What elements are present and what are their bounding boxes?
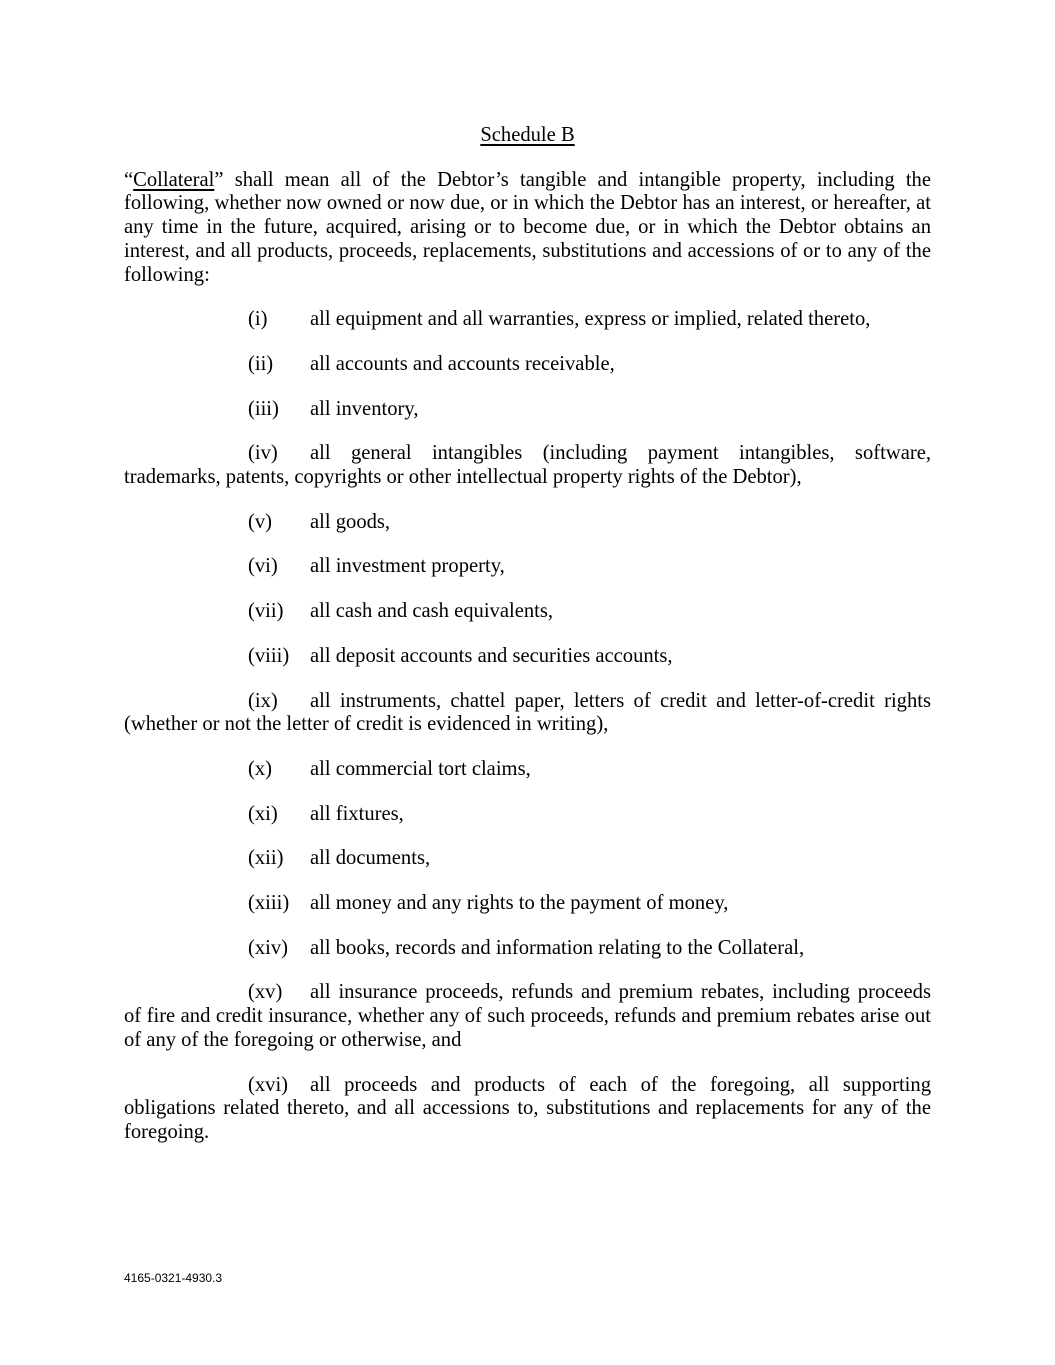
item-text: all deposit accounts and securities accounts,: [310, 644, 673, 667]
item-number: (ix): [248, 689, 278, 712]
item-number: (xiv): [248, 936, 289, 959]
item-number: (xiii): [248, 892, 290, 915]
list-item: [124, 398, 931, 422]
item-number: (xv): [248, 981, 283, 1004]
defined-term: Collateral: [133, 168, 215, 191]
item-text: all fixtures,: [310, 802, 404, 825]
list-item: [124, 981, 931, 1052]
list-item: [124, 1074, 931, 1145]
open-quote: “: [124, 168, 134, 191]
list-item: [124, 937, 931, 961]
item-text: all goods,: [310, 510, 391, 533]
item-text: all insurance proceeds, refunds and premium rebates, including proceeds of fire and credit insurance, whether any of such proceeds, refunds and premium rebates arise out of any of the foregoing or otherwise, and: [124, 981, 931, 1051]
item-text: all accounts and accounts receivable,: [310, 352, 615, 375]
list-item: [124, 645, 931, 669]
collateral-definition: [124, 169, 931, 288]
item-number: (vi): [248, 555, 278, 578]
list-item: [124, 690, 931, 737]
document-page: [124, 124, 931, 1166]
item-text: all books, records and information relating to the Collateral,: [310, 936, 805, 959]
item-number: (iv): [248, 442, 278, 465]
item-text: all investment property,: [310, 555, 505, 578]
list-item: [124, 442, 931, 489]
item-text: all general intangibles (including payment intangibles, software, trademarks, patents, copyrights or other intellectual property rights of the Debtor),: [124, 442, 931, 489]
item-number: (v): [248, 510, 273, 533]
item-number: (xi): [248, 802, 278, 825]
list-item: [124, 308, 931, 332]
item-number: (vii): [248, 600, 284, 623]
list-item: [124, 511, 931, 535]
item-number: (xii): [248, 847, 284, 870]
list-item: [124, 600, 931, 624]
item-number: (x): [248, 757, 273, 780]
list-item: [124, 555, 931, 579]
item-text: all cash and cash equivalents,: [310, 600, 554, 623]
item-text: all instruments, chattel paper, letters of credit and letter-of-credit rights (whether or not the letter of credit is evidenced in writing),: [124, 689, 931, 736]
item-number: (iii): [248, 397, 279, 420]
list-item: [124, 758, 931, 782]
definition-text: ” shall mean all of the Debtor’s tangible and intangible property, including the following, whether now owned or now due, or in which the Debtor has an interest, or hereafter, at any time in the future, acquired, arising or to become due, or in which the Debtor obtains an interest, and all products, proceeds, replacements, substitutions and accessions of or to any of the following:: [124, 168, 931, 286]
document-id-footer: 4165-0321-4930.3: [124, 1271, 223, 1285]
item-number: (ii): [248, 352, 274, 375]
item-text: all documents,: [310, 847, 431, 870]
list-item: [124, 353, 931, 377]
item-number: (viii): [248, 644, 290, 667]
item-text: all proceeds and products of each of the foregoing, all supporting obligations related thereto, and all accessions to, substitutions and replacements for any of the foregoing.: [124, 1073, 931, 1143]
item-text: all equipment and all warranties, express or implied, related thereto,: [310, 308, 871, 331]
item-text: all inventory,: [310, 397, 419, 420]
list-item: [124, 803, 931, 827]
list-item: [124, 847, 931, 871]
item-number: (xvi): [248, 1073, 289, 1096]
item-text: all money and any rights to the payment of money,: [310, 892, 729, 915]
page-title: Schedule B: [480, 124, 575, 146]
item-number: (i): [248, 308, 268, 331]
list-item: [124, 892, 931, 916]
item-text: all commercial tort claims,: [310, 757, 531, 780]
